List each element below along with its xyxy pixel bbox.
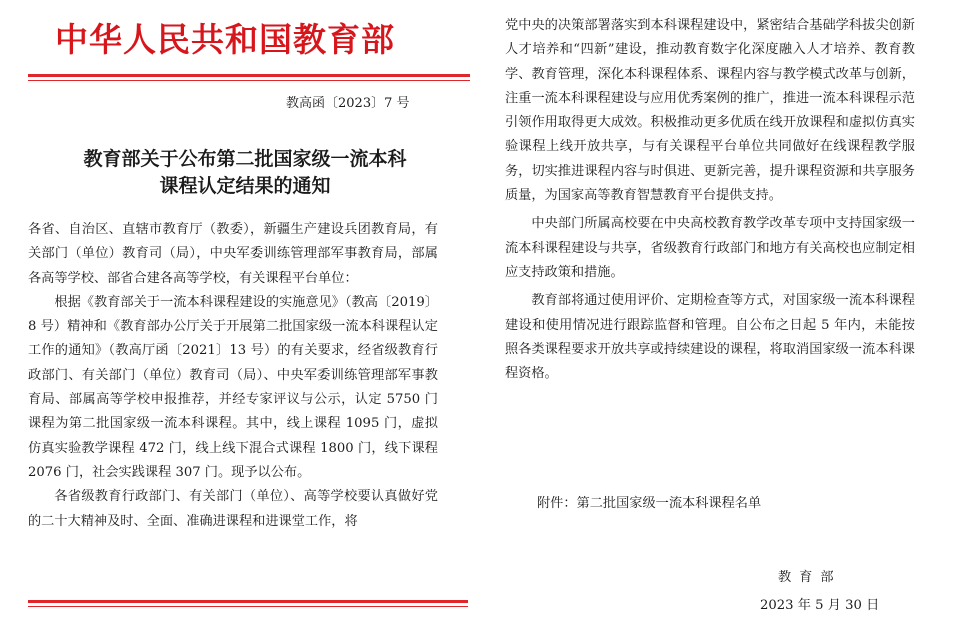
footer-rule-thin — [28, 606, 468, 607]
paragraph-3: 中央部门所属高校要在中央高校教育教学改革专项中支持国家级一流本科课程建设与共享，省级教育行政部门和地方有关高校也应制定相应支持政策和措施。 — [505, 216, 915, 280]
footer-rule-thick — [28, 600, 468, 603]
paragraph-4: 教育部将通过使用评价、定期检查等方式，对国家级一流本科课程建设和使用情况进行跟踪监督和管理。自公布之日起 5 年内，未能按照各类课程要求开放共享或持续建设的课程，将取消国家级一流本科课程资格。 — [505, 293, 915, 382]
salutation: 各省、自治区、直辖市教育厅（教委），新疆生产建设兵团教育局，有关部门（单位）教育司（局），中央军委训练管理部军事教育局，部属各高等学校、部省合建各高等学校，有关课程平台单位： — [28, 222, 438, 286]
masthead-title: 中华人民共和国教育部 — [55, 20, 395, 59]
notice-title-line1: 教育部关于公布第二批国家级一流本科 — [83, 148, 407, 170]
masthead-rule-thick — [28, 74, 470, 77]
body-left-column — [28, 218, 438, 534]
masthead-rule-thin — [28, 80, 470, 81]
paragraph-1: 根据《教育部关于一流本科课程建设的实施意见》（教高〔2019〕8 号）精神和《教育部办公厅关于开展第二批国家级一流本科课程认定工作的通知》（教高厅函〔2021〕13 号）的有关要求，经省级教育行政部门、有关部门（单位）教育司（局）、中央军委训练管理部军事教育局、部属高等学校申报推荐，并经专家评议与公示，认定 5750 门课程为第二批国家级一流本科课程。其中，线上课程 1095 门，虚拟仿真实验教学课程 472 门，线上线下混合式课程 1800 门，线下课程 2076 门，社会实践课程 307 门。现予以公布。 — [28, 294, 438, 480]
paragraph-2-continued: 党中央的决策部署落实到本科课程建设中，紧密结合基础学科拔尖创新人才培养和“四新”建设，推动教育数字化深度融入人才培养、教育教学、教育管理，深化本科课程体系、课程内容与教学模式改革与创新，注重一流本科课程建设与应用优秀案例的推广，推进一流本科课程示范引领作用取得更大成效。积极推动更多优质在线开放课程和虚拟仿真实验课程上线开放共享，与有关课程平台单位共同做好在线课程教学服务，切实推进课程内容与时俱进、更新完善，提升课程资源和共享服务质量，为国家高等教育智慧教育平台提供支持。 — [505, 18, 915, 204]
body-right-column — [505, 14, 915, 386]
notice-title — [40, 146, 450, 200]
document-number: 教高函〔2023〕7 号 — [286, 96, 410, 111]
issuer-name: 教育部 — [778, 570, 842, 585]
attachment-line: 附件：第二批国家级一流本科课程名单 — [537, 496, 762, 511]
paragraph-2-start: 各省级教育行政部门、有关部门（单位）、高等学校要认真做好党的二十大精神及时、全面、准确进课程和进课堂工作，将 — [28, 489, 438, 529]
issue-date: 2023 年 5 月 30 日 — [760, 598, 880, 613]
notice-title-line2: 课程认定结果的通知 — [159, 175, 331, 197]
